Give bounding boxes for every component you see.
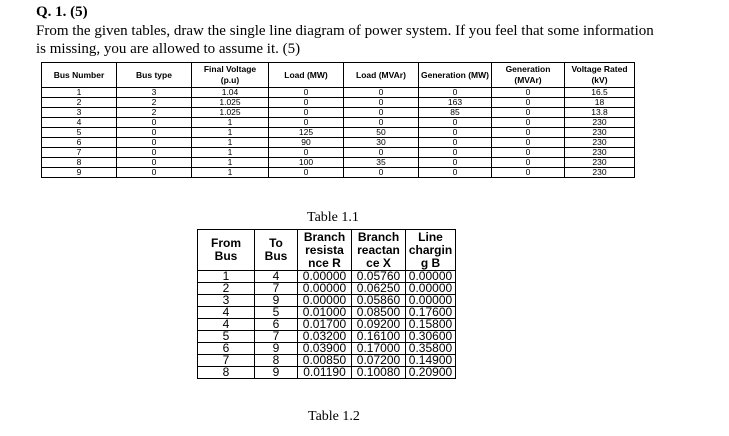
- table-cell: 4: [255, 271, 298, 283]
- table-row: [42, 118, 635, 128]
- table-cell: 0.00850: [298, 355, 352, 367]
- column-header: Load (MW): [269, 63, 344, 88]
- table-cell: 8: [255, 355, 298, 367]
- column-header: Generation (MVAr): [492, 63, 565, 88]
- table-cell: 1: [192, 158, 269, 168]
- table-cell: 0: [419, 118, 492, 128]
- table-cell: 0.00000: [406, 271, 456, 283]
- branch-data-table: [197, 229, 456, 379]
- table-cell: 0.00000: [406, 295, 456, 307]
- table-cell: 7: [198, 355, 255, 367]
- table-cell: 4: [198, 319, 255, 331]
- table-cell: 0: [344, 148, 419, 158]
- column-header: Branch resista nce R: [298, 230, 352, 271]
- table-cell: 1: [192, 138, 269, 148]
- table-cell: 0: [492, 88, 565, 98]
- table-cell: 0: [419, 138, 492, 148]
- table-cell: 1: [42, 88, 117, 98]
- bus-data-table: [41, 62, 635, 178]
- column-header: Load (MVAr): [344, 63, 419, 88]
- column-header: To Bus: [255, 230, 298, 271]
- table-cell: 0: [269, 168, 344, 178]
- table-cell: 1: [192, 128, 269, 138]
- table-cell: 9: [255, 295, 298, 307]
- table-cell: 230: [565, 158, 635, 168]
- table-cell: 6: [255, 319, 298, 331]
- branch-table-header-row: [198, 230, 456, 271]
- table-cell: 0: [492, 128, 565, 138]
- table-cell: 0: [344, 108, 419, 118]
- column-header: Line chargin g B: [406, 230, 456, 271]
- column-header: Final Voltage (p.u): [192, 63, 269, 88]
- table-cell: 4: [198, 307, 255, 319]
- table-cell: 0: [492, 118, 565, 128]
- table-cell: 7: [255, 331, 298, 343]
- table-cell: 0: [117, 148, 192, 158]
- table-cell: 0: [492, 158, 565, 168]
- table-cell: 0: [269, 98, 344, 108]
- table-cell: 0: [492, 108, 565, 118]
- table-cell: 1: [198, 271, 255, 283]
- table-row: [42, 128, 635, 138]
- column-header: Bus type: [117, 63, 192, 88]
- table-cell: 0: [492, 168, 565, 178]
- table-cell: 0: [419, 128, 492, 138]
- table-cell: 3: [117, 88, 192, 98]
- table-cell: 2: [42, 98, 117, 108]
- column-header: Generation (MW): [419, 63, 492, 88]
- table-cell: 0.15800: [406, 319, 456, 331]
- table1-caption: Table 1.1: [307, 210, 359, 225]
- table-cell: 0: [419, 148, 492, 158]
- table-cell: 0.03900: [298, 343, 352, 355]
- table-cell: 0: [269, 148, 344, 158]
- table-cell: 0: [117, 138, 192, 148]
- table-row: [42, 108, 635, 118]
- table-row: [42, 88, 635, 98]
- table-cell: 230: [565, 138, 635, 148]
- table-cell: 9: [42, 168, 117, 178]
- table-cell: 7: [42, 148, 117, 158]
- table-cell: 13.8: [565, 108, 635, 118]
- question-text: From the given tables, draw the single line diagram of power system. If you feel that some information is missing, you are allowed to assume it. (5): [36, 23, 654, 57]
- column-header: Voltage Rated (kV): [565, 63, 635, 88]
- bus-table-body: [42, 88, 635, 178]
- table-cell: 0: [344, 98, 419, 108]
- table-cell: 0.00000: [298, 271, 352, 283]
- table-cell: 9: [255, 367, 298, 379]
- question-title: Q. 1. (5): [36, 4, 88, 20]
- table-cell: 0: [117, 158, 192, 168]
- table-cell: 0: [344, 118, 419, 128]
- table-cell: 0.17000: [352, 343, 406, 355]
- table-cell: 0: [419, 88, 492, 98]
- table-cell: 5: [42, 128, 117, 138]
- table-cell: 230: [565, 118, 635, 128]
- table-cell: 1: [192, 148, 269, 158]
- table-cell: 0.30600: [406, 331, 456, 343]
- table-cell: 0: [344, 168, 419, 178]
- table-row: [42, 148, 635, 158]
- table-cell: 230: [565, 128, 635, 138]
- table-cell: 125: [269, 128, 344, 138]
- table-cell: 1.025: [192, 108, 269, 118]
- table-cell: 5: [255, 307, 298, 319]
- table-cell: 6: [198, 343, 255, 355]
- table-cell: 1.04: [192, 88, 269, 98]
- table-cell: 0.14900: [406, 355, 456, 367]
- table-cell: 8: [198, 367, 255, 379]
- table-cell: 0: [269, 88, 344, 98]
- table-cell: 9: [255, 343, 298, 355]
- table-cell: 0: [492, 138, 565, 148]
- table-cell: 0.35800: [406, 343, 456, 355]
- table-cell: 0: [269, 108, 344, 118]
- table-row: [42, 168, 635, 178]
- table-cell: 230: [565, 148, 635, 158]
- table-cell: 0.08500: [352, 307, 406, 319]
- table-cell: 0.06250: [352, 283, 406, 295]
- table-cell: 6: [42, 138, 117, 148]
- table-cell: 2: [117, 98, 192, 108]
- table-cell: 0: [269, 118, 344, 128]
- table-cell: 5: [198, 331, 255, 343]
- table-cell: 3: [42, 108, 117, 118]
- table-row: [42, 138, 635, 148]
- table-cell: 0: [117, 168, 192, 178]
- table-cell: 0: [419, 158, 492, 168]
- bus-table-header-row: [42, 63, 635, 88]
- table-cell: 7: [255, 283, 298, 295]
- table-cell: 85: [419, 108, 492, 118]
- table-cell: 1: [192, 118, 269, 128]
- table-cell: 0.03200: [298, 331, 352, 343]
- table-cell: 30: [344, 138, 419, 148]
- table-cell: 230: [565, 168, 635, 178]
- table-cell: 90: [269, 138, 344, 148]
- table-cell: 0.16100: [352, 331, 406, 343]
- table-cell: 0.07200: [352, 355, 406, 367]
- branch-table-body: [198, 271, 456, 379]
- table-cell: 0.05760: [352, 271, 406, 283]
- column-header: From Bus: [198, 230, 255, 271]
- table-cell: 0.10080: [352, 367, 406, 379]
- table2-caption: Table 1.2: [308, 409, 360, 424]
- table-cell: 0: [344, 88, 419, 98]
- table-cell: 0.05860: [352, 295, 406, 307]
- table-cell: 0.01700: [298, 319, 352, 331]
- table-cell: 1: [192, 168, 269, 178]
- table-cell: 8: [42, 158, 117, 168]
- table-cell: 0.01190: [298, 367, 352, 379]
- table-cell: 0.00000: [406, 283, 456, 295]
- table-cell: 0.20900: [406, 367, 456, 379]
- table-cell: 0: [419, 168, 492, 178]
- table-cell: 35: [344, 158, 419, 168]
- table-cell: 18: [565, 98, 635, 108]
- table-cell: 0.00000: [298, 295, 352, 307]
- column-header: Branch reactan ce X: [352, 230, 406, 271]
- table-row: [42, 158, 635, 168]
- table-cell: 2: [117, 108, 192, 118]
- table-cell: 16.5: [565, 88, 635, 98]
- table-cell: 50: [344, 128, 419, 138]
- table-cell: 4: [42, 118, 117, 128]
- table-cell: 0: [492, 98, 565, 108]
- table-cell: 0.17600: [406, 307, 456, 319]
- table-cell: 0: [492, 148, 565, 158]
- table-cell: 3: [198, 295, 255, 307]
- table-row: [198, 367, 456, 379]
- table-cell: 2: [198, 283, 255, 295]
- table-cell: 0.01000: [298, 307, 352, 319]
- table-cell: 0: [117, 118, 192, 128]
- table-cell: 1.025: [192, 98, 269, 108]
- table-cell: 0.00000: [298, 283, 352, 295]
- table-row: [42, 98, 635, 108]
- table-cell: 100: [269, 158, 344, 168]
- table-cell: 0.09200: [352, 319, 406, 331]
- table-cell: 163: [419, 98, 492, 108]
- table-cell: 0: [117, 128, 192, 138]
- column-header: Bus Number: [42, 63, 117, 88]
